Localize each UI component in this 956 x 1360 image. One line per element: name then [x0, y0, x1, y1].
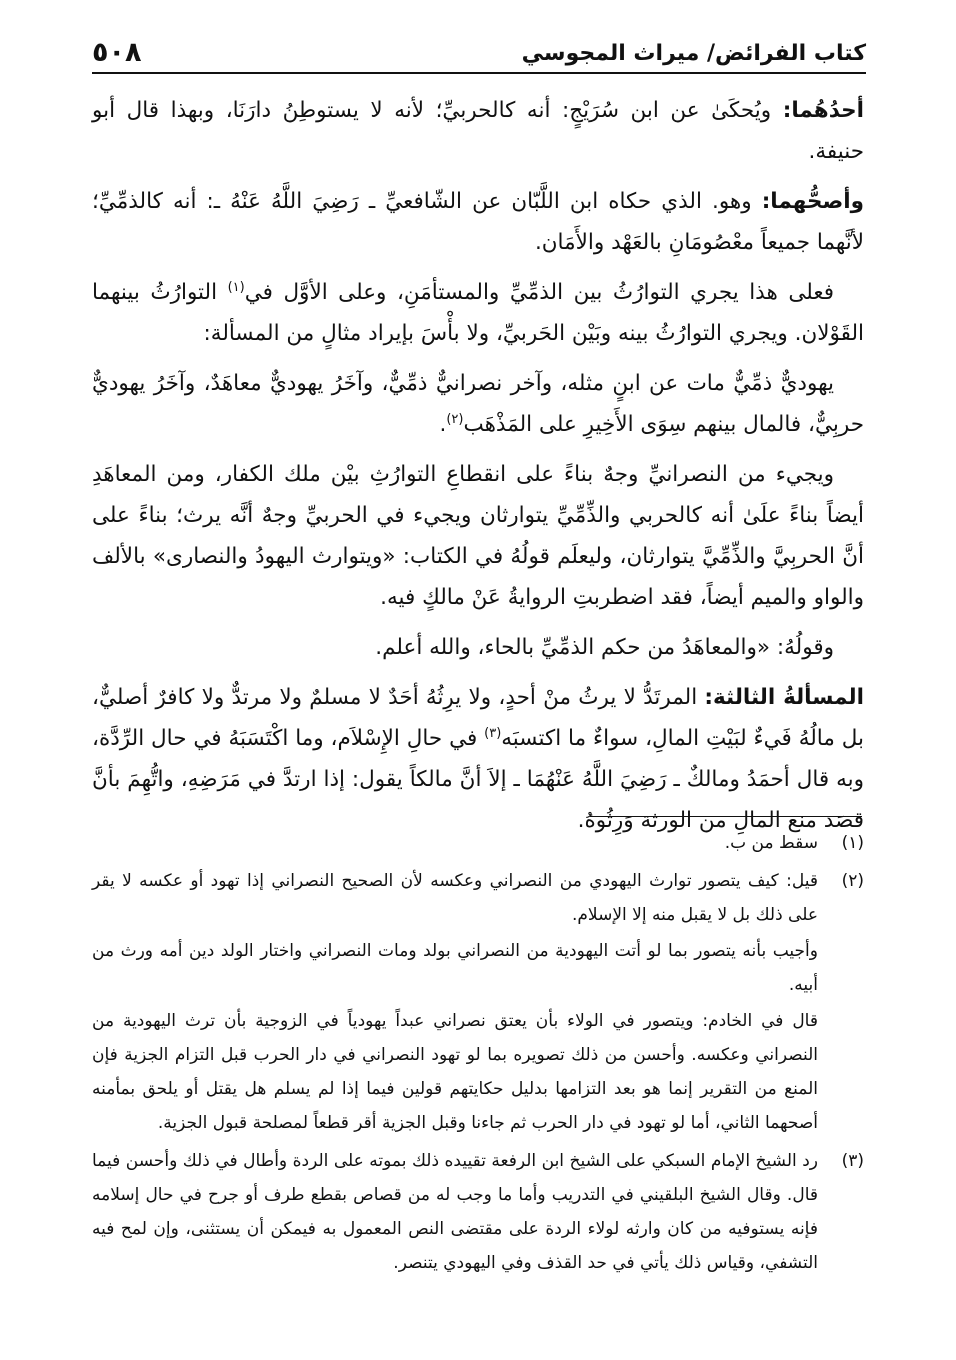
footnote-paragraph: قال في الخادم: ويتصور في الولاء بأن يعتق نصراني عبداً يهودياً في الزوجية بأن ترث اليهودية من النصراني وعكسه. وأحسن من ذلك تصويره بما لو تهود النصراني في دار الحرب قبل التزام الجزية فإن المنع من التقرير إنما هو بعد التزامها بدليل حكايتهم قولين فيما إذا لم يسلم هل يقتل أو يلحق بمأمنه أصحهما الثاني، أما لو تهود في دار الحرب ثم جاءنا وقبل الجزية أقر قطعاً لمصلحة قبول الجزية. — [92, 1011, 818, 1133]
main-text — [92, 90, 864, 850]
paragraph-7-lead: المسألةُ الثالثة: — [704, 685, 864, 710]
paragraph-1 — [92, 90, 864, 172]
footnote-body — [92, 1144, 818, 1280]
footnote-2 — [92, 864, 864, 1140]
paragraph-3-text-a: فعلى هذا يجري التوارُثُ بين الذمِّيِّ والمستأمَنِ، وعلى الأوَّل في — [244, 280, 835, 305]
footnote-3 — [92, 1144, 864, 1280]
paragraph-3-text-b: التوارُثُ بينهما القَوْلان. ويجري التوارُثُ بينه وبَيْن الحَربيِّ، ولا بأْسَ بإيراد مثالٍ من المسألة: — [92, 280, 864, 346]
paragraph-5: ويجيء من النصرانيِّ وجهٌ بناءً على انقطاعِ التوارُثِ بيْن ملك الكفار، ومن المعاهَدِ أيضاً بناءً علَىٰ أنه كالحربي والذِّمِّيِّ يتوارثان ويجيء في الحربيِّ وجهٌ أنَّه يرث؛ بناءً على أنَّ الحربِيَّ والذِّمِّيَّ يتوارثان، وليعلَم قولُهُ في الكتاب: «ويتوارث اليهودُ والنصارى» بالألف والواو والميم أيضاً، فقد اضطربتِ الروايةُ عَنْ مالكٍ فيه. — [92, 462, 864, 610]
footnote-ref-3: (٣) — [484, 725, 502, 741]
paragraph-4 — [92, 363, 864, 445]
footnote-ref-1: (١) — [227, 279, 245, 295]
footnote-separator — [590, 816, 862, 817]
running-title: كتاب الفرائض/ ميراث المجوسي — [521, 41, 866, 66]
paragraph-4-text-b: . — [439, 412, 447, 437]
paragraph-2-lead: وأصحُّهما: — [761, 189, 864, 214]
footnote-number: (٢) — [841, 871, 864, 891]
paragraph-1-text: ويُحكَىٰ عن ابن سُرَيْجٍ: أنه كالحربيِّ؛ لأنه لا يستوطِنُ دارَنَا، وبهذا قال أبو حنيفة. — [92, 98, 864, 164]
footnote-ref-2: (٢) — [446, 411, 464, 427]
paragraph-6: وقولُهُ: «والمعاهَدُ من حكم الذمِّيِّ بالحاء، والله أعلم. — [375, 635, 834, 660]
paragraph-7-text-a: المرتَدُّ لا يرثُ منْ أحدٍ، ولا يرِثُهُ أحَدٌ لا مسلمٌ ولا مرتدٌّ ولا كافرٌ أصليٌّ، بل مالُهُ فَيءٌ لبَيْتِ المالِ، سواءٌ ما اكتسبَه — [92, 685, 864, 751]
paragraph-1-lead: أحدُهُما: — [782, 98, 864, 123]
footnote-paragraph: سقط من ب. — [724, 833, 818, 853]
footnotes — [92, 826, 864, 1284]
paragraph-2-text: وهو. الذي حكاه ابن اللَّبّان عن الشّافعيِّ ـ رَضِيَ اللَّهُ عَنْهُ ـ: أنه كالذمِّيِّ؛ لأنَّهما جميعاً معْصُومَانِ بالعَهْد والأَمَان. — [92, 189, 864, 255]
paragraph-4-text-a: يهوديٌّ ذمِّيٌّ مات عن ابنٍ مثله، وآخر نصرانيٌّ ذمِّيٌّ، وآخَرُ يهوديٌّ معاهَدٌ، وآخَرُ يهوديٌّ حربِيٌّ، فالمال بينهم سِوَى الأَخِيرِ على المَذْهَب — [92, 371, 864, 437]
paragraph-2 — [92, 181, 864, 263]
footnote-paragraph: رد الشيخ الإمام السبكي على الشيخ ابن الرفعة تقييده ذلك بموته على الردة وأطال في ذلك وأحسن فيما قال. وقال الشيخ البلقيني في التدريب وأما ما وجب له من قصاص بقطع طرف أو جرح في حال إسلامه فإنه يستوفيه من كان وارثه لولاء الردة على مقتضى النص المعمول به فيمكن أن يستثنى، وإن لمح فيه التشفي، وقياس ذلك يأتي في حد القذف وفي اليهودي يتنصر. — [92, 1151, 818, 1273]
paragraph-3 — [92, 272, 864, 354]
footnote-body — [92, 864, 818, 1140]
footnote-number: (١) — [841, 833, 864, 853]
footnote-paragraph: وأجيب بأنه يتصور بما لو أتت اليهودية من النصراني بولد ومات النصراني واختار الولد دين أمه ورث من أبيه. — [92, 941, 818, 995]
footnote-paragraph: قيل: كيف يتصور توارث اليهودي من النصراني وعكسه لأن الصحيح النصراني إذا تهود أو عكسه لا يقر على ذلك بل لا يقبل منه إلا الإسلام. — [92, 871, 818, 925]
footnote-number: (٣) — [841, 1151, 864, 1171]
page-header — [92, 28, 866, 74]
footnote-1 — [92, 826, 864, 860]
page-number: ٥٠٨ — [92, 37, 142, 68]
paragraph-7-text-b: في حالِ الإِسْلاَم، وما اكْتَسَبَهُ في حال الرِّدَّة، وبه قال أحمَدُ ومالكٌ ـ رَضِيَ اللَّهُ عَنْهُمَا ـ إلاَ أنَّ مالكاً يقول: إذا ارتدَّ في مَرَضِهِ، واتُّهِمَ بأنَّ قصَد منع المالِ من الورثة وَرِثُوهُ. — [92, 726, 864, 833]
footnote-body — [92, 826, 818, 860]
